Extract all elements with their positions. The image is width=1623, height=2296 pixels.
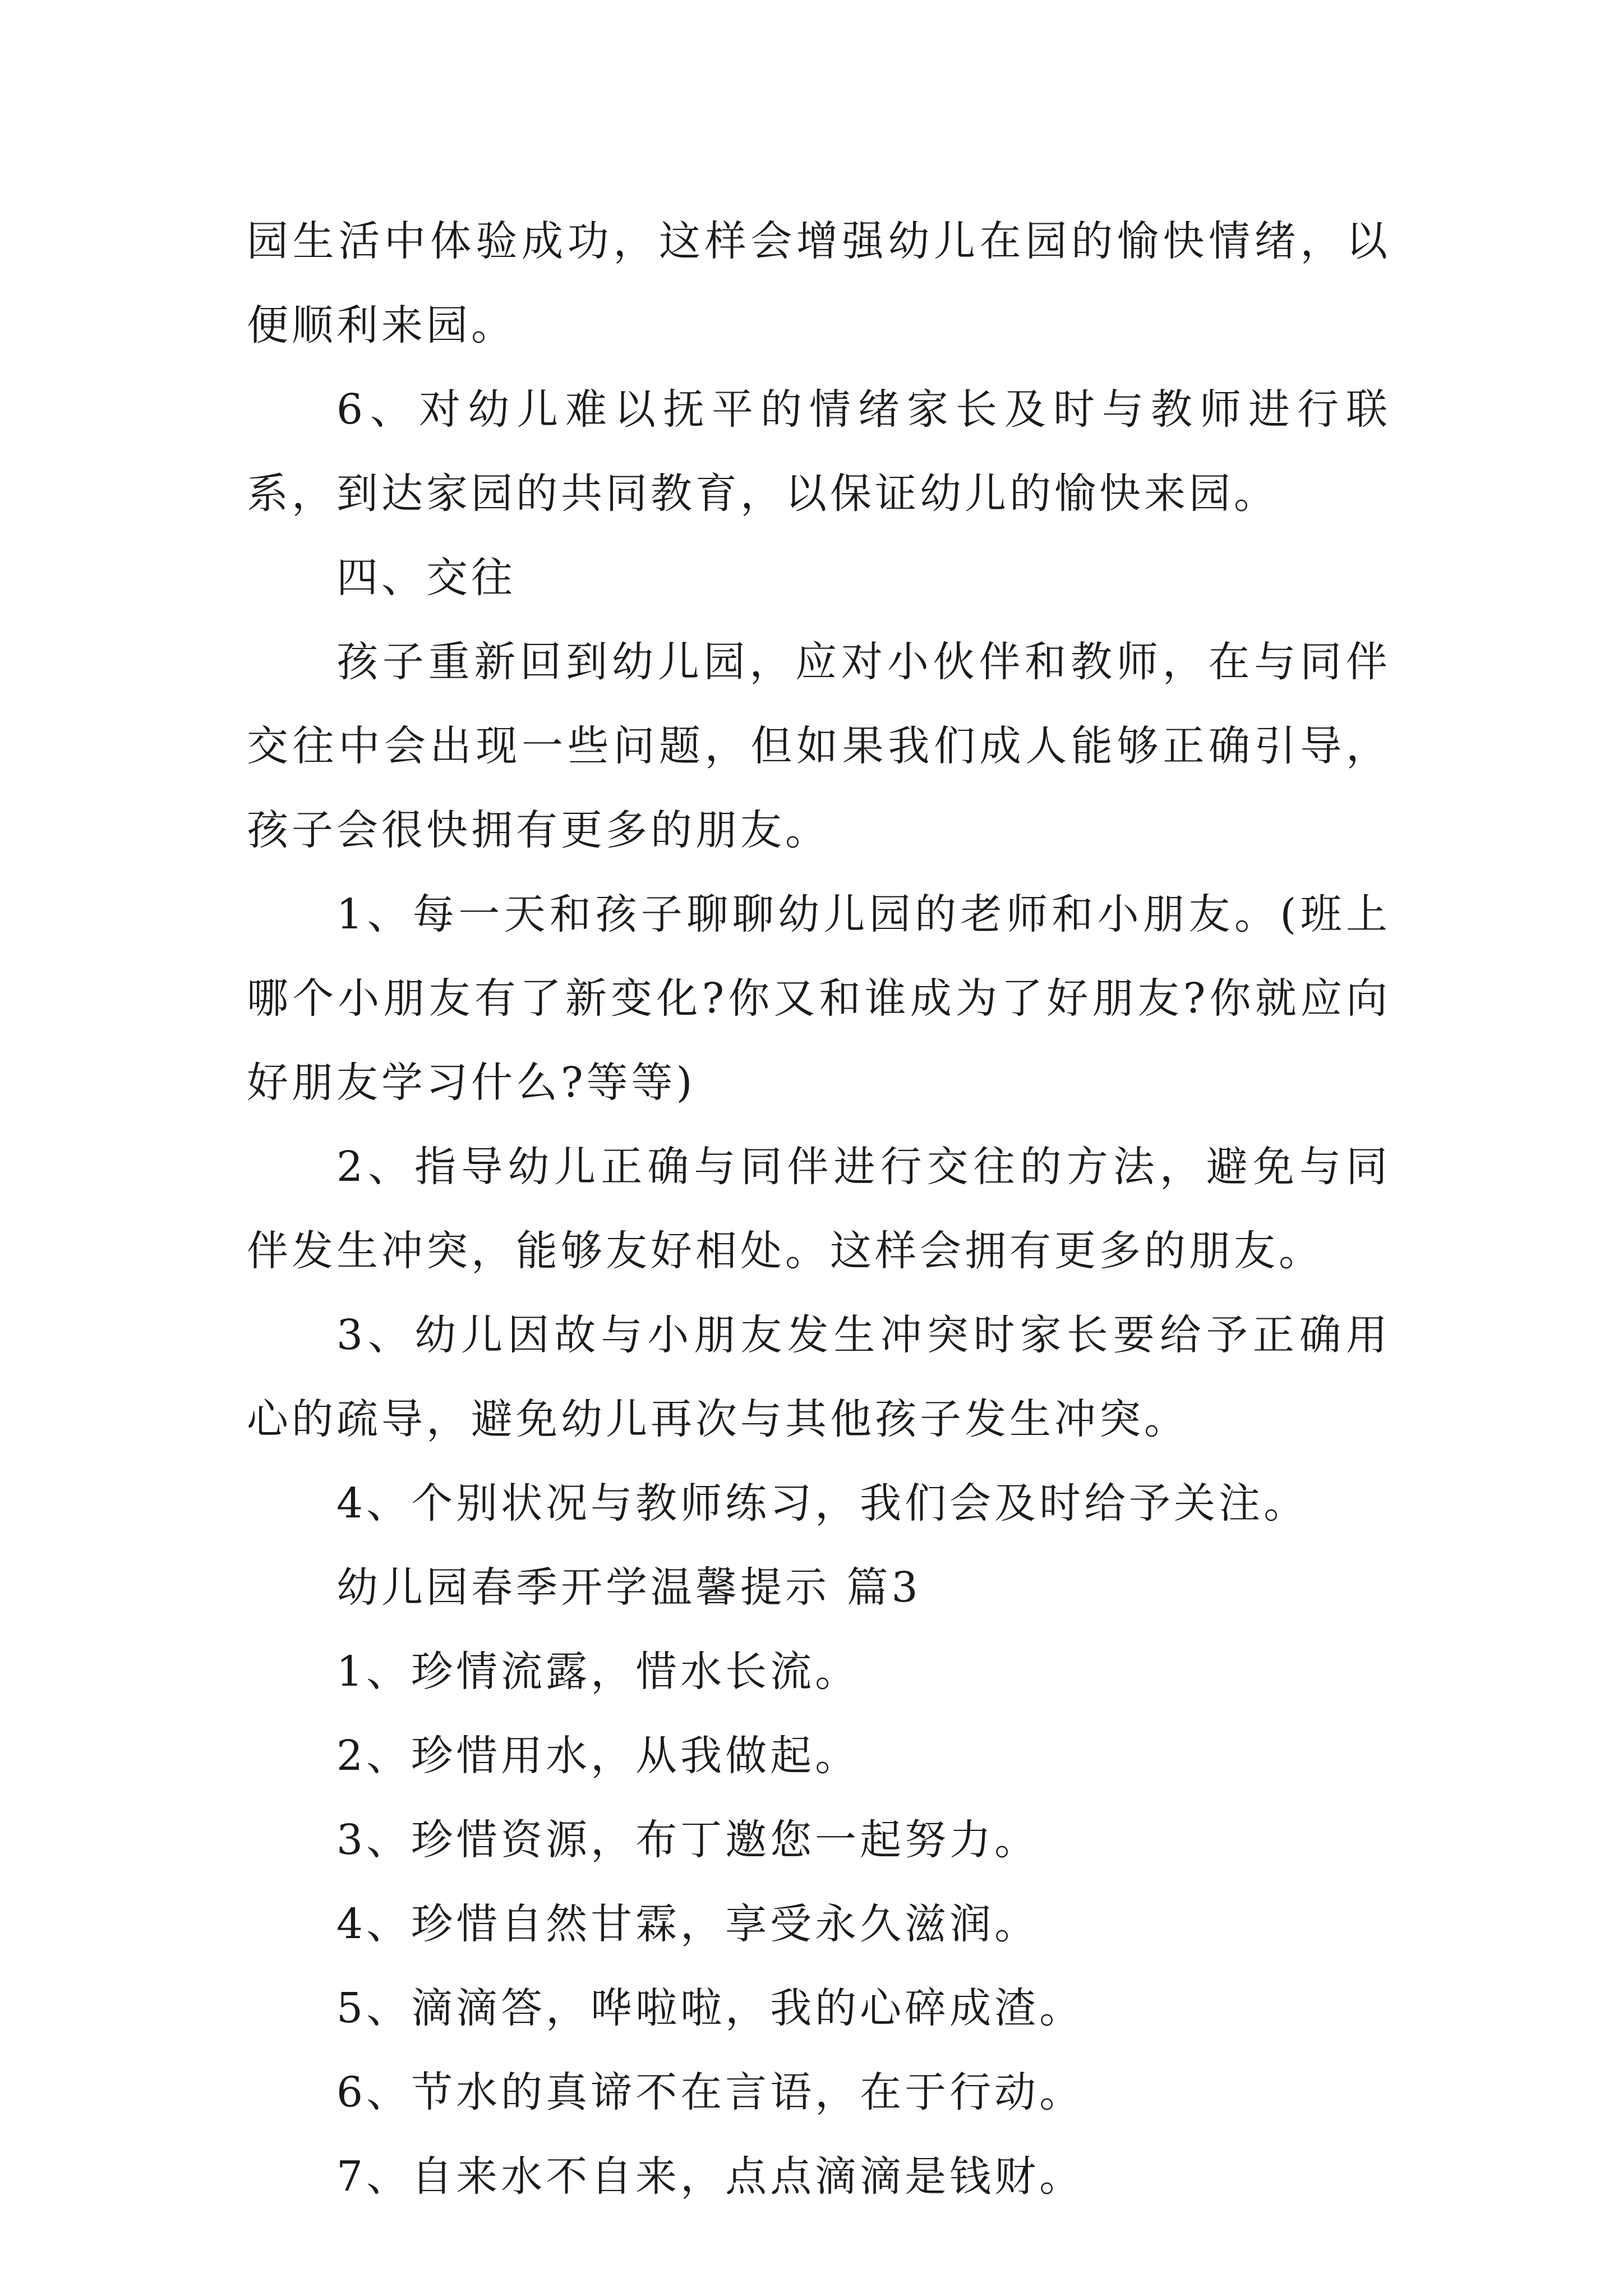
- slogan-item-3: 3、珍惜资源，布丁邀您一起努力。: [336, 1816, 1040, 1864]
- slogan-item-5: 5、滴滴答，哗啦啦，我的心碎成渣。: [336, 1984, 1085, 2032]
- slogan-item-2: 2、珍惜用水，从我做起。: [336, 1732, 860, 1780]
- paragraph-continuation: 园生活中体验成功，这样会增强幼儿在园的愉快情绪，以便顺利来园。: [247, 217, 1391, 349]
- slogan-item-4: 4、珍惜自然甘霖，享受永久滋润。: [336, 1900, 1040, 1948]
- paragraph-intro: 孩子重新回到幼儿园，应对小伙伴和教师，在与同伴交往中会出现一些问题，但如果我们成人能够正确引导，孩子会很快拥有更多的朋友。: [247, 638, 1391, 854]
- paragraph-item-6: 6、对幼儿难以抚平的情绪家长及时与教师进行联系，到达家园的共同教育，以保证幼儿的愉快来园。: [247, 385, 1391, 518]
- slogan-item-7: 7、自来水不自来，点点滴滴是钱财。: [336, 2152, 1085, 2201]
- slogan-item-1: 1、珍情流露，惜水长流。: [336, 1648, 860, 1696]
- document-body: [247, 199, 1391, 2219]
- paragraph-item-4: 4、个别状况与教师练习，我们会及时给予关注。: [336, 1479, 1309, 1527]
- section-title-part-3: 幼儿园春季开学温馨提示 篇3: [336, 1563, 921, 1612]
- slogan-item-6: 6、节水的真谛不在言语，在于行动。: [336, 2068, 1085, 2116]
- paragraph-item-2: 2、指导幼儿正确与同伴进行交往的方法，避免与同伴发生冲突，能够友好相处。这样会拥有更多的朋友。: [247, 1143, 1391, 1275]
- paragraph-item-1: 1、每一天和孩子聊聊幼儿园的老师和小朋友。(班上哪个小朋友有了新变化?你又和谁成为了好朋友?你就应向好朋友学习什么?等等): [247, 890, 1391, 1107]
- paragraph-item-3: 3、幼儿因故与小朋友发生冲突时家长要给予正确用心的疏导，避免幼儿再次与其他孩子发生冲突。: [247, 1311, 1391, 1443]
- section-heading-jiaowang: 四、交往: [336, 554, 516, 602]
